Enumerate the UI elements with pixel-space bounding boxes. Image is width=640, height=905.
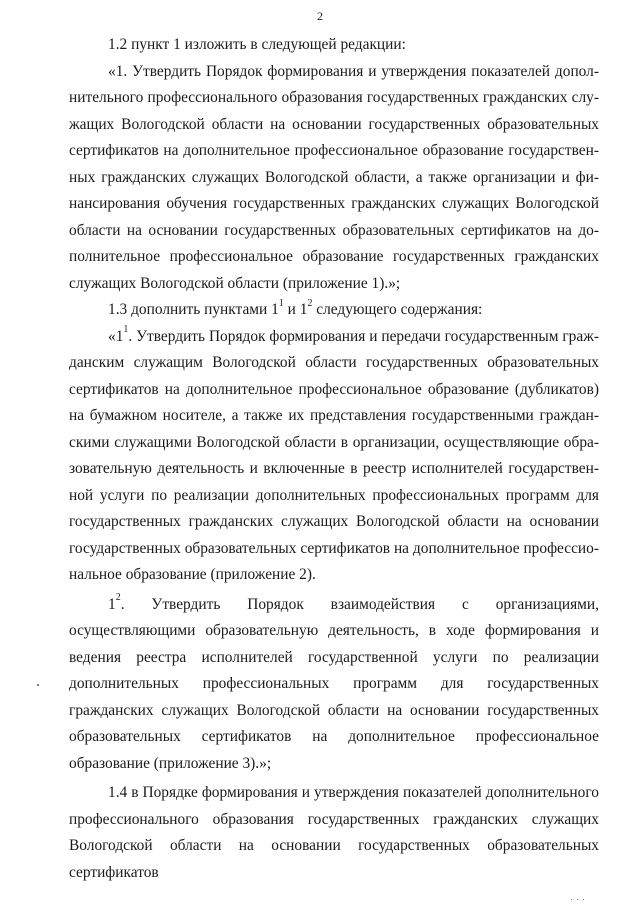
paragraph-item-1 [69,59,599,298]
text-run: 1.4 в Порядке формирования и утверждения показателей дополнительного профессионального образования государственных гражданских служащих Вологодской области на основании государственных образовательных сертификатов [69,784,599,881]
text-run: и 1 [283,301,308,318]
paragraph-item-1-2 [69,592,599,778]
text-run: 1.2 пункт 1 изложить в следующей редакции: [108,36,406,53]
page-number: 2 [317,9,323,23]
paragraph-1-2 [69,32,599,59]
text-run: . Утвердить Порядок формирования и передачи государственным гражданским служащим Вологодской области государственных образовательных сертификатов на дополнительное профессиональное образование (дубликатов) на бумажном носителе, а также их представления государственными гражданскими служащими Вологодской области в организации, осуществляющие образовательную деятельность и включенные в реестр исполнителей государственной услуги по реализации дополнительных профессиональных программ для государственных гражданских служащих Вологодской области на основании государственных образовательных сертификатов на дополнительное профессиональное образование (приложение 2). [69,327,599,583]
paragraph-item-1-1 [69,324,599,589]
scan-speck [577,899,578,900]
scan-speck [583,899,584,900]
text-run: . Утвердить Порядок взаимодействия с организациями, осуществляющими образовательную деятельность, в ходе формирования и ведения реестра исполнителей государственной услуги по реализации дополнительных профессиональных программ для государственных гражданских служащих Вологодской области на основании государственных образовательных сертификатов на дополнительное профессиональное образование (приложение 3).»; [69,595,599,772]
paragraph-1-4 [69,780,599,886]
superscript: 2 [307,297,313,309]
superscript: 1 [278,297,284,309]
superscript: 1 [123,324,129,336]
text-run: «1 [108,327,124,345]
text-run: 1 [108,595,116,613]
superscript: 2 [115,592,121,604]
document-body [69,32,599,886]
scan-speck [571,899,572,900]
text-run: следующего содержания: [312,301,483,318]
text-run: 1.3 дополнить пунктами 1 [108,301,279,318]
text-run: «1. Утвердить Порядок формирования и утверждения показателей дополнительного профессионального образования государственных гражданских служащих Вологодской области на основании государственных образовательных сертификатов на дополнительное профессиональное образование государственных гражданских служащих Вологодской области, а также организации и финансирования обучения государственных гражданских служащих Вологодской области на основании государственных образовательных сертификатов на дополнительное профессиональное образование государственных гражданских служащих Вологодской области (приложение 1).»; [69,62,599,292]
paragraph-1-3 [69,297,599,324]
scan-speck [37,684,39,686]
